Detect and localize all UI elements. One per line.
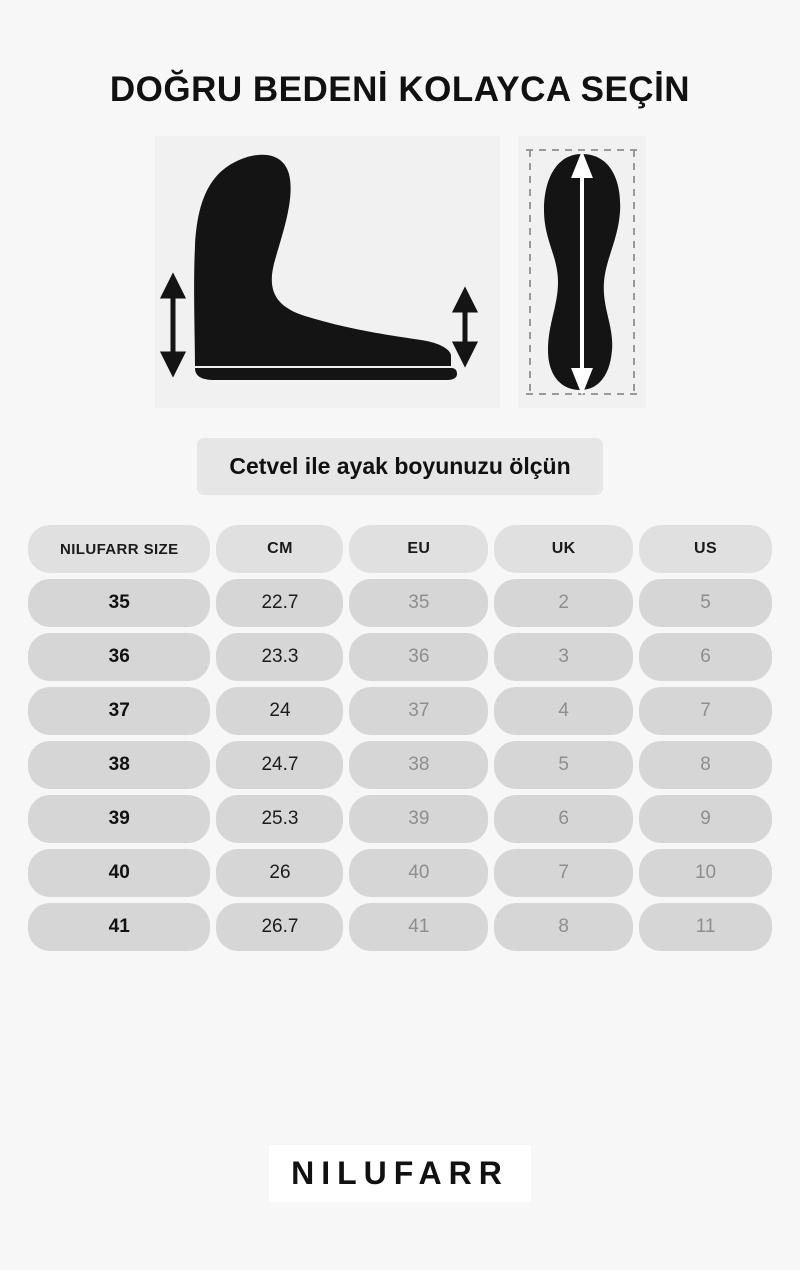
cell-eu: 41 (349, 903, 488, 951)
column-header-eu: EU (349, 525, 488, 573)
cell-size: 37 (28, 687, 210, 735)
cell-uk: 3 (494, 633, 633, 681)
foot-side-silhouette-icon (155, 136, 500, 408)
page-title: DOĞRU BEDENİ KOLAYCA SEÇİN (109, 70, 691, 109)
foot-measurement-illustration (28, 136, 772, 408)
brand-logo: NILUFARR (269, 1145, 531, 1202)
cell-cm: 24 (216, 687, 343, 735)
table-row (28, 579, 772, 627)
cell-eu: 35 (349, 579, 488, 627)
cell-eu: 38 (349, 741, 488, 789)
height-arrow-icon (164, 278, 182, 372)
cell-cm: 23.3 (216, 633, 343, 681)
column-header-uk: UK (494, 525, 633, 573)
ruler-note-wrapper (28, 438, 772, 495)
cell-us: 6 (639, 633, 772, 681)
cell-size: 38 (28, 741, 210, 789)
foot-side-view-card (155, 136, 500, 408)
cell-size: 41 (28, 903, 210, 951)
cell-cm: 26.7 (216, 903, 343, 951)
cell-uk: 2 (494, 579, 633, 627)
cell-cm: 24.7 (216, 741, 343, 789)
size-table (28, 525, 772, 951)
table-row (28, 849, 772, 897)
foot-sole-silhouette-icon (518, 136, 646, 408)
cell-us: 11 (639, 903, 772, 951)
cell-uk: 6 (494, 795, 633, 843)
table-row (28, 903, 772, 951)
table-row (28, 741, 772, 789)
cell-uk: 8 (494, 903, 633, 951)
cell-us: 9 (639, 795, 772, 843)
toe-height-arrow-icon (456, 292, 474, 362)
cell-uk: 4 (494, 687, 633, 735)
cell-us: 7 (639, 687, 772, 735)
cell-size: 39 (28, 795, 210, 843)
size-guide-page (0, 70, 800, 1270)
table-row (28, 633, 772, 681)
cell-size: 35 (28, 579, 210, 627)
foot-top-view-card (518, 136, 646, 408)
cell-uk: 5 (494, 741, 633, 789)
cell-eu: 40 (349, 849, 488, 897)
cell-us: 5 (639, 579, 772, 627)
cell-cm: 26 (216, 849, 343, 897)
cell-cm: 22.7 (216, 579, 343, 627)
column-header-cm: CM (216, 525, 343, 573)
cell-eu: 36 (349, 633, 488, 681)
cell-cm: 25.3 (216, 795, 343, 843)
cell-uk: 7 (494, 849, 633, 897)
cell-eu: 37 (349, 687, 488, 735)
table-row (28, 795, 772, 843)
cell-us: 10 (639, 849, 772, 897)
cell-us: 8 (639, 741, 772, 789)
table-header-row (28, 525, 772, 573)
brand-footer (0, 1145, 800, 1202)
column-header-size: NILUFARR SIZE (28, 525, 210, 573)
column-header-us: US (639, 525, 772, 573)
cell-size: 40 (28, 849, 210, 897)
table-row (28, 687, 772, 735)
ruler-note: Cetvel ile ayak boyunuzu ölçün (197, 438, 602, 495)
cell-size: 36 (28, 633, 210, 681)
cell-eu: 39 (349, 795, 488, 843)
